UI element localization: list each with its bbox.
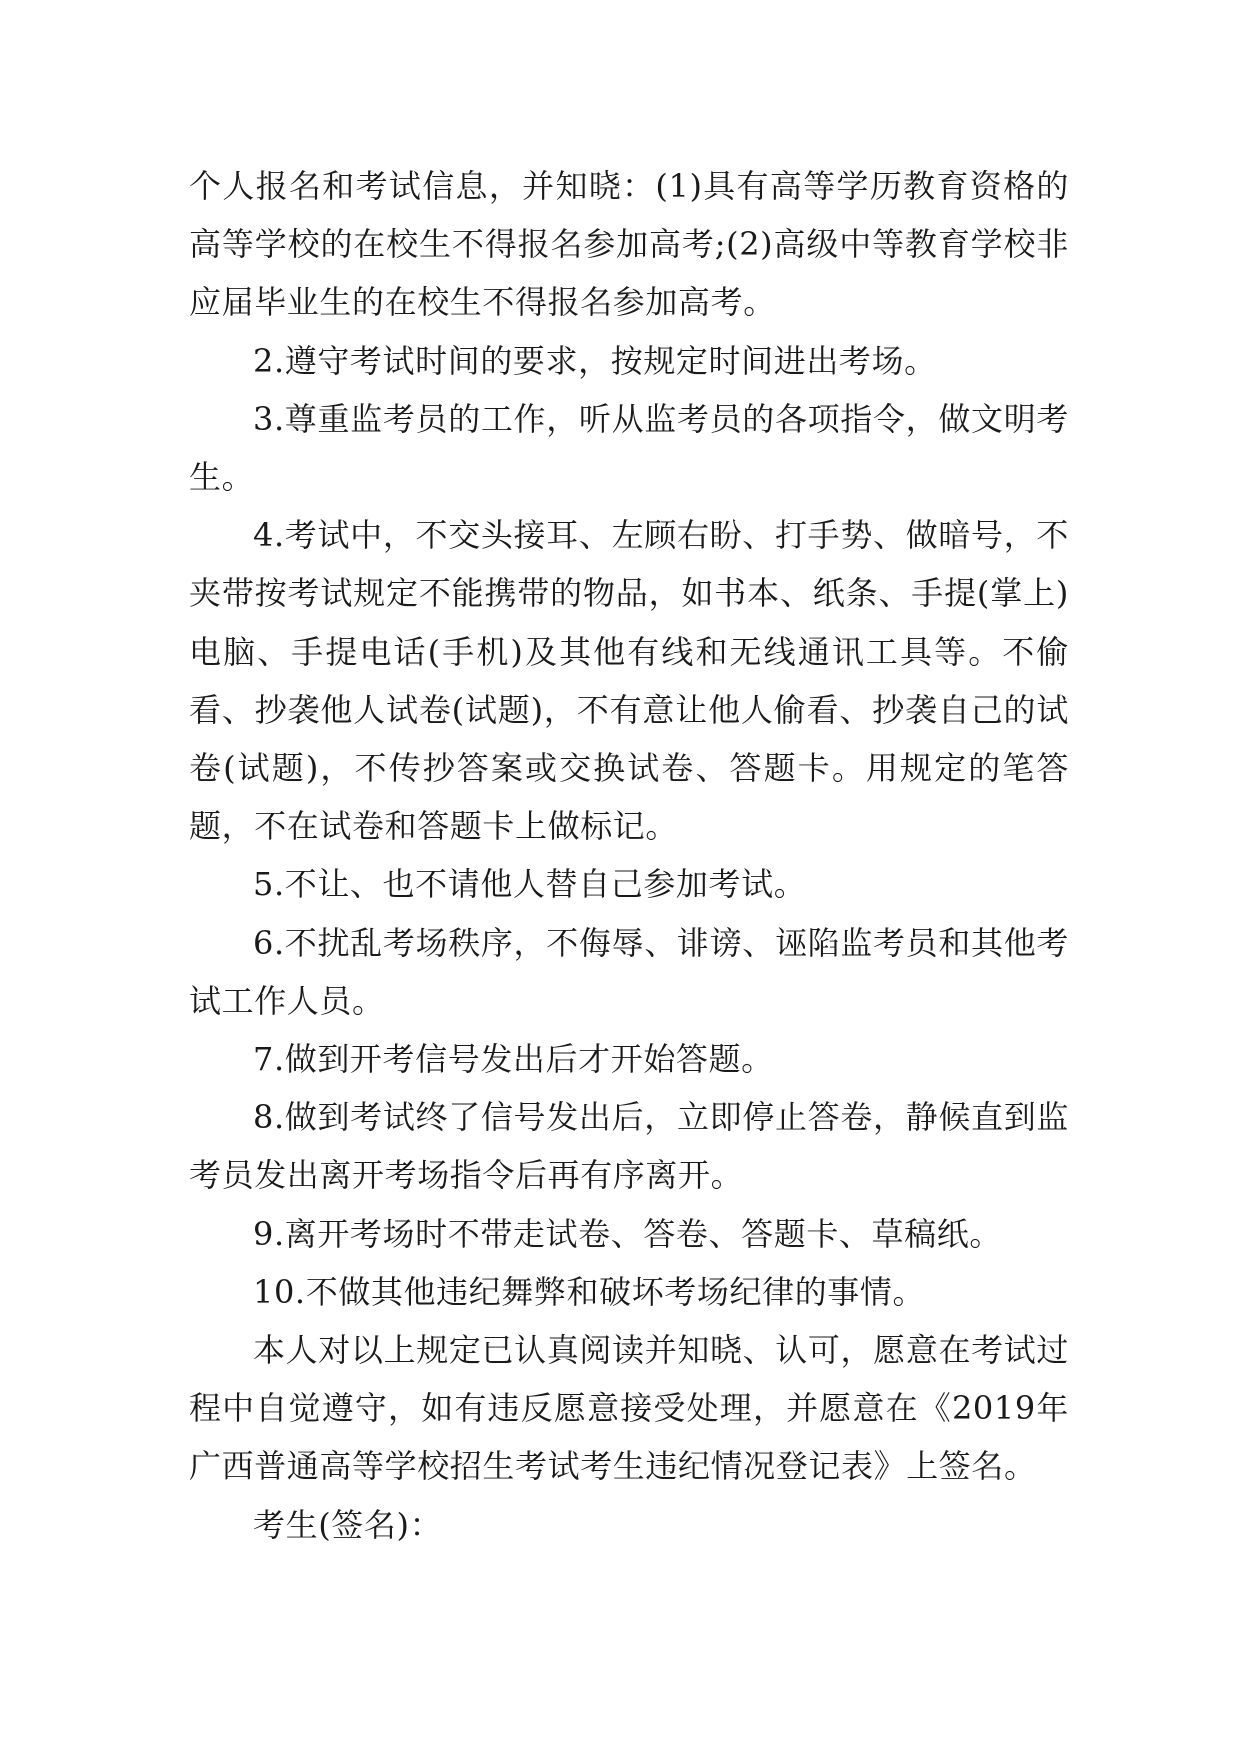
paragraph-rule-3: 3.尊重监考员的工作，听从监考员的各项指令，做文明考生。 bbox=[189, 399, 1069, 497]
paragraph-rule-9: 9.离开考场时不带走试卷、答卷、答题卡、草稿纸。 bbox=[253, 1214, 1002, 1253]
paragraph-declaration: 本人对以上规定已认真阅读并知晓、认可，愿意在考试过程中自觉遵守，如有违反愿意接受处理，并愿意在《2019年广西普通高等学校招生考试考生违纪情况登记表》上签名。 bbox=[189, 1331, 1069, 1486]
paragraph-rule-4: 4.考试中，不交头接耳、左顾右盼、打手势、做暗号，不夹带按考试规定不能携带的物品，如书本、纸条、手提(掌上)电脑、手提电话(手机)及其他有线和无线通讯工具等。不偷看、抄袭他人试卷(试题)，不有意让他人偷看、抄袭自己的试卷(试题)，不传抄答案或交换试卷、答题卡。用规定的笔答题，不在试卷和答题卡上做标记。 bbox=[189, 516, 1069, 846]
paragraph-registration-notice: 个人报名和考试信息，并知晓：(1)具有高等学历教育资格的高等学校的在校生不得报名参加高考;(2)高级中等教育学校非应届毕业生的在校生不得报名参加高考。 bbox=[189, 167, 1069, 322]
paragraph-rule-2: 2.遵守考试时间的要求，按规定时间进出考场。 bbox=[253, 341, 937, 380]
document-body bbox=[189, 157, 1069, 1554]
paragraph-rule-10: 10.不做其他违纪舞弊和破坏考场纪律的事情。 bbox=[253, 1272, 926, 1311]
signature-line: 考生(签名)： bbox=[253, 1505, 443, 1544]
paragraph-rule-7: 7.做到开考信号发出后才开始答题。 bbox=[253, 1040, 774, 1079]
paragraph-rule-5: 5.不让、也不请他人替自己参加考试。 bbox=[253, 865, 807, 904]
paragraph-rule-8: 8.做到考试终了信号发出后，立即停止答卷，静候直到监考员发出离开考场指令后再有序离开。 bbox=[189, 1098, 1069, 1195]
paragraph-rule-6: 6.不扰乱考场秩序，不侮辱、诽谤、诬陷监考员和其他考试工作人员。 bbox=[189, 923, 1069, 1020]
